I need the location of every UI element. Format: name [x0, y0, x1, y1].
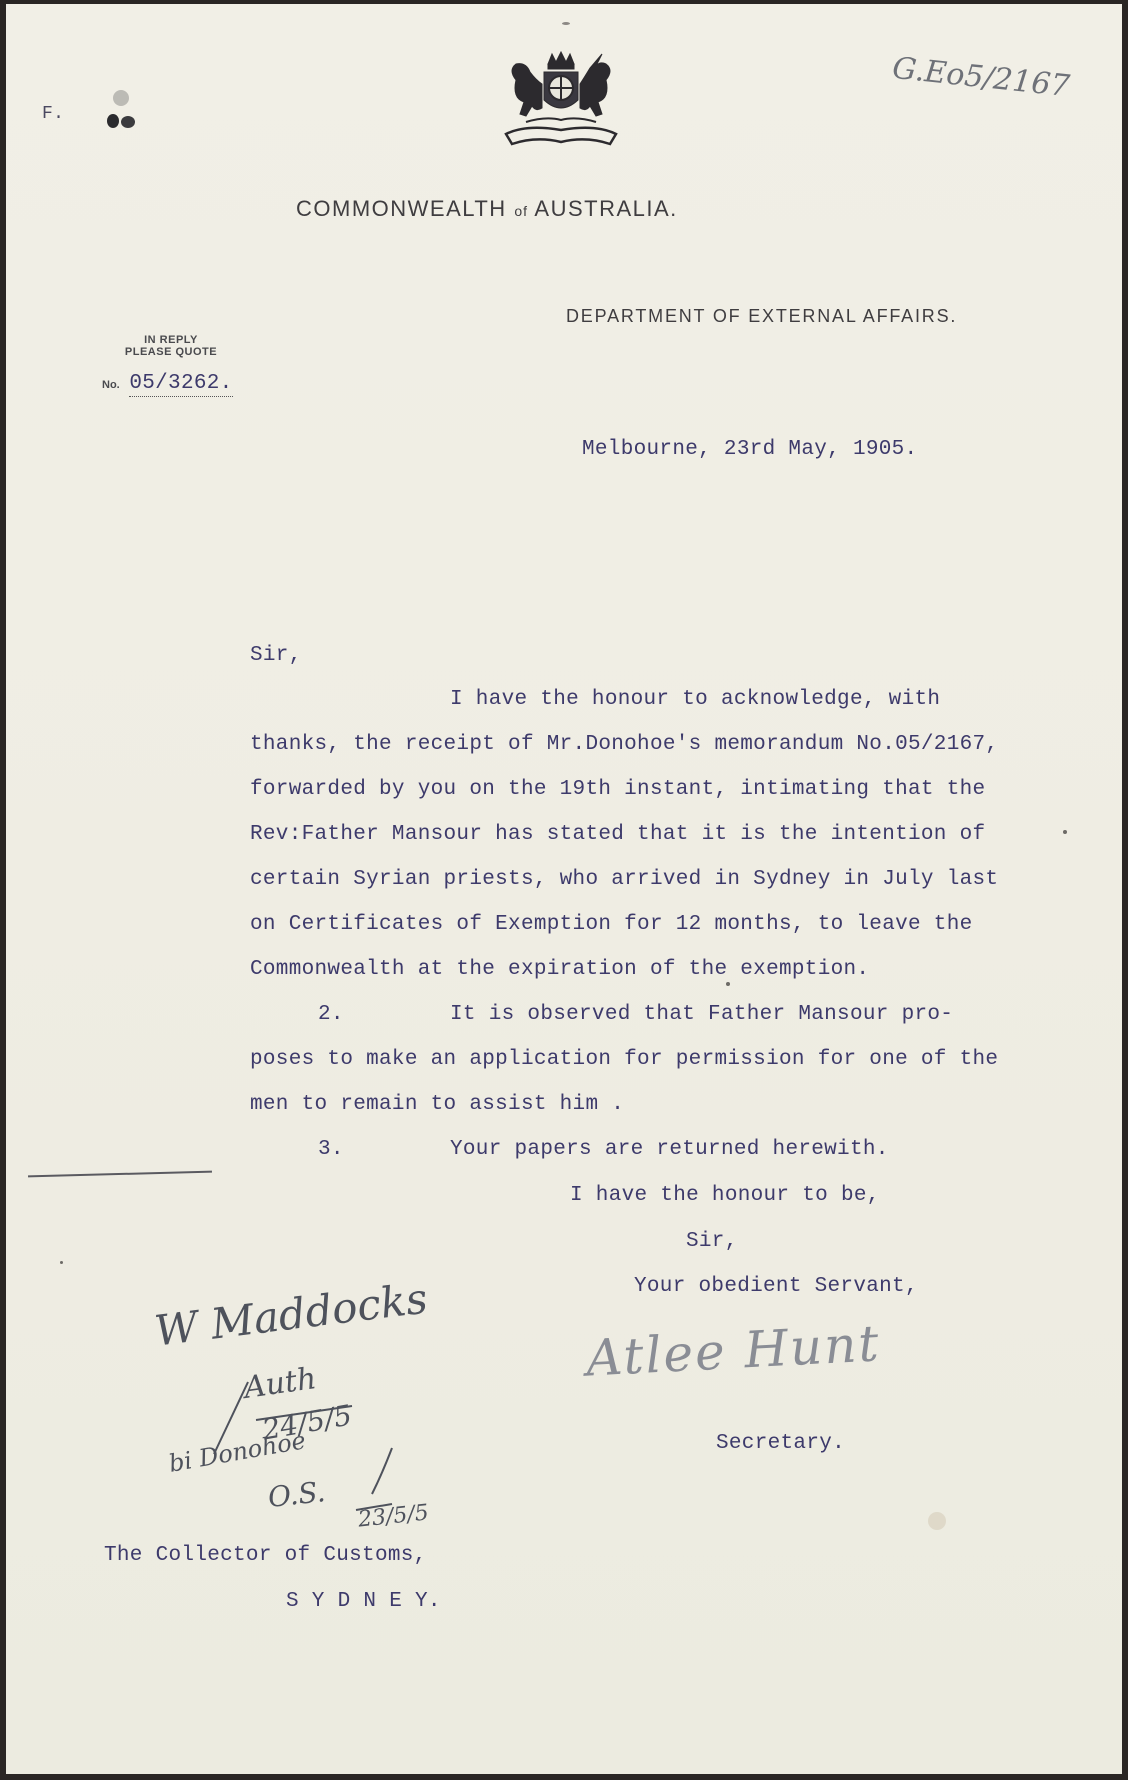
reply-line-1: IN REPLY: [144, 334, 198, 346]
body-line: certain Syrian priests, who arrived in Sydney in July last: [250, 868, 999, 891]
paper-speck: [60, 1261, 63, 1264]
annotation-donohoe: bi Donohoe: [166, 1426, 308, 1478]
addressee-line: S Y D N E Y.: [286, 1590, 441, 1613]
annotation-date: 24/5/5: [259, 1398, 355, 1447]
body-line: men to remain to assist him .: [250, 1093, 625, 1116]
department-heading: DEPARTMENT OF EXTERNAL AFFAIRS.: [566, 306, 958, 326]
closing-line: Sir,: [686, 1230, 738, 1253]
coat-of-arms-emblem: [486, 50, 636, 162]
stamp-fragment: [101, 108, 141, 130]
body-line: I have the honour to acknowledge, with: [450, 688, 941, 711]
letterhead-title: [296, 196, 678, 222]
reply-number-row: [102, 372, 233, 395]
country-word: COMMONWEALTH: [296, 196, 507, 221]
body-line: thanks, the receipt of Mr.Donohoe's memorandum No.05/2167,: [250, 733, 999, 756]
reply-number: 05/3262.: [129, 372, 233, 395]
signatory-title: Secretary.: [716, 1432, 846, 1455]
paper-speck: [726, 982, 730, 986]
annotation-initials: O.S.: [266, 1475, 327, 1514]
salutation: Sir,: [250, 644, 302, 667]
secretary-signature: Atlee Hunt: [584, 1314, 882, 1388]
reply-no-label: No.: [102, 379, 120, 391]
paper-speck: [1063, 830, 1067, 834]
reply-reference-block: [106, 334, 236, 358]
body-line: Commonwealth at the expiration of the exemption.: [250, 958, 870, 981]
paper-speck: [562, 22, 570, 25]
closing-line: Your obedient Servant,: [634, 1275, 918, 1298]
country-name-word: AUSTRALIA.: [534, 196, 678, 221]
country-of-word: of: [514, 203, 529, 219]
paragraph-number: 3.: [318, 1138, 344, 1161]
annotation-auth: Auth: [241, 1361, 319, 1406]
margin-rule: [28, 1171, 212, 1178]
reply-line-2: PLEASE QUOTE: [124, 346, 218, 358]
body-line: It is observed that Father Mansour pro-: [450, 1003, 954, 1026]
annotation-strokes: [156, 1354, 426, 1534]
letter-page: [6, 4, 1122, 1774]
annotation-name: W Maddocks: [152, 1273, 431, 1356]
body-line: Your papers are returned herewith.: [450, 1138, 889, 1161]
body-line: poses to make an application for permission for one of the: [250, 1048, 999, 1071]
closing-line: I have the honour to be,: [570, 1184, 880, 1207]
paragraph-number: 2.: [318, 1003, 344, 1026]
annotation-date-2: 23/5/5: [356, 1500, 430, 1533]
paper-stain: [928, 1512, 946, 1530]
body-line: forwarded by you on the 19th instant, intimating that the: [250, 778, 986, 801]
body-line: on Certificates of Exemption for 12 months, to leave the: [250, 913, 973, 936]
body-line: Rev:Father Mansour has stated that it is the intention of: [250, 823, 986, 846]
addressee-line: The Collector of Customs,: [104, 1544, 427, 1567]
folio-mark: F.: [42, 104, 65, 124]
reference-annotation: G.Eo5/2167: [890, 50, 1072, 105]
place-date: Melbourne, 23rd May, 1905.: [582, 438, 918, 461]
